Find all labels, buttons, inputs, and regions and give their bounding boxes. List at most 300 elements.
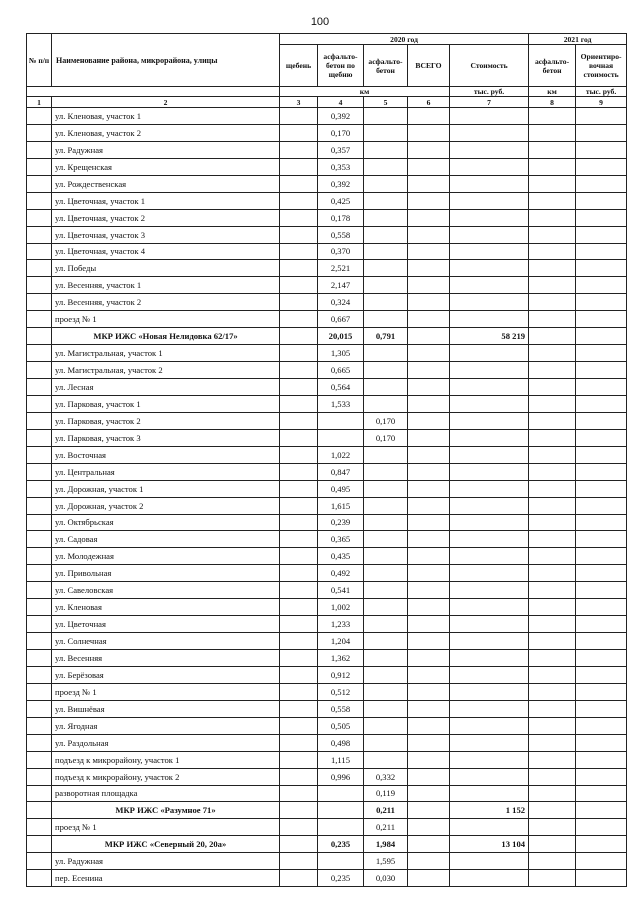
cell-no xyxy=(27,836,52,853)
cell-name: МКР ИЖС «Северный 20, 20а» xyxy=(52,836,280,853)
cell-asph xyxy=(364,633,408,650)
cell-total xyxy=(408,666,450,683)
table-row xyxy=(27,480,627,497)
cell-gravel xyxy=(280,192,318,209)
col-number: 9 xyxy=(576,97,627,108)
cell-est-cost xyxy=(576,379,627,396)
cell-asph-on-gravel: 0,541 xyxy=(318,582,364,599)
cell-total xyxy=(408,531,450,548)
cell-asph xyxy=(364,717,408,734)
table-row xyxy=(27,175,627,192)
col-number: 4 xyxy=(318,97,364,108)
cell-total xyxy=(408,751,450,768)
col-number: 3 xyxy=(280,97,318,108)
cell-cost xyxy=(450,429,529,446)
cell-asph-2021 xyxy=(529,700,576,717)
cell-asph xyxy=(364,616,408,633)
table-row xyxy=(27,192,627,209)
cell-gravel xyxy=(280,175,318,192)
cell-asph-2021 xyxy=(529,599,576,616)
cell-no xyxy=(27,192,52,209)
cell-name: ул. Радужная xyxy=(52,853,280,870)
cell-asph xyxy=(364,565,408,582)
cell-asph-2021 xyxy=(529,633,576,650)
page-number: 100 xyxy=(310,16,330,28)
cell-asph: 1,595 xyxy=(364,853,408,870)
cell-name: подъезд к микрорайону, участок 2 xyxy=(52,768,280,785)
cell-est-cost xyxy=(576,514,627,531)
cell-asph-on-gravel: 0,370 xyxy=(318,243,364,260)
cell-asph-2021 xyxy=(529,531,576,548)
cell-asph xyxy=(364,175,408,192)
cell-asph-2021 xyxy=(529,311,576,328)
cell-asph: 1,984 xyxy=(364,836,408,853)
cell-asph-2021 xyxy=(529,751,576,768)
cell-total xyxy=(408,785,450,802)
cell-total xyxy=(408,345,450,362)
cell-no xyxy=(27,175,52,192)
cell-no xyxy=(27,514,52,531)
table-row xyxy=(27,395,627,412)
cell-gravel xyxy=(280,277,318,294)
cell-asph: 0,170 xyxy=(364,429,408,446)
table-row xyxy=(27,785,627,802)
cell-name: МКР ИЖС «Разумное 71» xyxy=(52,802,280,819)
cell-cost xyxy=(450,819,529,836)
table-row xyxy=(27,379,627,396)
table-row xyxy=(27,836,627,853)
cell-gravel xyxy=(280,633,318,650)
cell-gravel xyxy=(280,260,318,277)
cell-asph xyxy=(364,141,408,158)
cell-est-cost xyxy=(576,480,627,497)
cell-asph: 0,211 xyxy=(364,802,408,819)
cell-asph-2021 xyxy=(529,836,576,853)
cell-est-cost xyxy=(576,683,627,700)
cell-no xyxy=(27,683,52,700)
cell-cost: 13 104 xyxy=(450,836,529,853)
cell-no xyxy=(27,463,52,480)
cell-cost xyxy=(450,565,529,582)
cell-name: ул. Октябрьская xyxy=(52,514,280,531)
cell-asph-on-gravel xyxy=(318,412,364,429)
table-row xyxy=(27,683,627,700)
cell-asph-2021 xyxy=(529,175,576,192)
cell-total xyxy=(408,565,450,582)
table-row xyxy=(27,412,627,429)
cell-total xyxy=(408,683,450,700)
cell-no xyxy=(27,785,52,802)
cell-est-cost xyxy=(576,853,627,870)
roads-table xyxy=(26,33,627,887)
cell-cost xyxy=(450,717,529,734)
cell-est-cost xyxy=(576,599,627,616)
cell-asph-on-gravel: 1,204 xyxy=(318,633,364,650)
cell-no xyxy=(27,345,52,362)
cell-cost xyxy=(450,277,529,294)
cell-asph-2021 xyxy=(529,497,576,514)
cell-gravel xyxy=(280,345,318,362)
cell-asph-2021 xyxy=(529,429,576,446)
cell-asph-on-gravel: 0,558 xyxy=(318,700,364,717)
header-year-2021: 2021 год xyxy=(529,34,627,45)
cell-no xyxy=(27,141,52,158)
cell-total xyxy=(408,633,450,650)
cell-gravel xyxy=(280,853,318,870)
col-number: 1 xyxy=(27,97,52,108)
cell-cost xyxy=(450,650,529,667)
cell-asph-2021 xyxy=(529,260,576,277)
table-row xyxy=(27,802,627,819)
cell-est-cost xyxy=(576,768,627,785)
cell-total xyxy=(408,582,450,599)
cell-no xyxy=(27,362,52,379)
cell-cost xyxy=(450,497,529,514)
table-row xyxy=(27,751,627,768)
cell-total xyxy=(408,395,450,412)
cell-asph-2021 xyxy=(529,294,576,311)
table-row xyxy=(27,141,627,158)
cell-no xyxy=(27,819,52,836)
cell-est-cost xyxy=(576,650,627,667)
cell-cost xyxy=(450,633,529,650)
cell-name: ул. Парковая, участок 3 xyxy=(52,429,280,446)
cell-asph-2021 xyxy=(529,802,576,819)
cell-no xyxy=(27,395,52,412)
cell-total xyxy=(408,141,450,158)
header-gravel: щебень xyxy=(280,45,318,87)
cell-cost xyxy=(450,446,529,463)
cell-no xyxy=(27,243,52,260)
cell-asph-on-gravel: 0,558 xyxy=(318,226,364,243)
table-row xyxy=(27,565,627,582)
cell-est-cost xyxy=(576,446,627,463)
cell-no xyxy=(27,734,52,751)
cell-asph xyxy=(364,209,408,226)
cell-total xyxy=(408,243,450,260)
col-number: 7 xyxy=(450,97,529,108)
cell-asph-2021 xyxy=(529,158,576,175)
cell-no xyxy=(27,751,52,768)
cell-no xyxy=(27,260,52,277)
cell-total xyxy=(408,124,450,141)
cell-name: ул. Берёзовая xyxy=(52,666,280,683)
cell-est-cost xyxy=(576,141,627,158)
cell-no xyxy=(27,497,52,514)
cell-gravel xyxy=(280,768,318,785)
cell-gravel xyxy=(280,666,318,683)
table-row xyxy=(27,717,627,734)
cell-gravel xyxy=(280,294,318,311)
cell-cost xyxy=(450,124,529,141)
cell-name: подъезд к микрорайону, участок 1 xyxy=(52,751,280,768)
table-row xyxy=(27,666,627,683)
cell-asph-2021 xyxy=(529,480,576,497)
cell-total xyxy=(408,226,450,243)
cell-gravel xyxy=(280,514,318,531)
cell-asph: 0,170 xyxy=(364,412,408,429)
cell-asph-2021 xyxy=(529,616,576,633)
cell-no xyxy=(27,429,52,446)
header-name: Наименование района, микрорайона, улицы xyxy=(52,34,280,87)
cell-total xyxy=(408,734,450,751)
cell-asph-2021 xyxy=(529,514,576,531)
cell-no xyxy=(27,412,52,429)
cell-asph-2021 xyxy=(529,379,576,396)
cell-asph xyxy=(364,650,408,667)
cell-asph xyxy=(364,700,408,717)
table-row xyxy=(27,345,627,362)
cell-total xyxy=(408,768,450,785)
cell-asph xyxy=(364,379,408,396)
cell-est-cost xyxy=(576,243,627,260)
cell-gravel xyxy=(280,650,318,667)
cell-asph-2021 xyxy=(529,819,576,836)
cell-cost xyxy=(450,548,529,565)
cell-name: проезд № 1 xyxy=(52,311,280,328)
cell-asph-2021 xyxy=(529,548,576,565)
table-row xyxy=(27,243,627,260)
cell-gravel xyxy=(280,565,318,582)
col-number: 5 xyxy=(364,97,408,108)
cell-gravel xyxy=(280,141,318,158)
cell-name: ул. Рождественская xyxy=(52,175,280,192)
cell-name: ул. Садовая xyxy=(52,531,280,548)
cell-cost xyxy=(450,260,529,277)
cell-no xyxy=(27,700,52,717)
cell-total xyxy=(408,463,450,480)
cell-est-cost xyxy=(576,497,627,514)
cell-name: ул. Весенняя, участок 1 xyxy=(52,277,280,294)
cell-est-cost xyxy=(576,870,627,887)
table-row xyxy=(27,277,627,294)
cell-asph xyxy=(364,192,408,209)
table-row xyxy=(27,463,627,480)
cell-asph-on-gravel: 0,357 xyxy=(318,141,364,158)
cell-asph-on-gravel: 0,392 xyxy=(318,175,364,192)
cell-no xyxy=(27,124,52,141)
cell-name: ул. Цветочная, участок 2 xyxy=(52,209,280,226)
cell-total xyxy=(408,328,450,345)
cell-name: ул. Центральная xyxy=(52,463,280,480)
cell-asph xyxy=(364,226,408,243)
cell-name: проезд № 1 xyxy=(52,683,280,700)
cell-asph xyxy=(364,395,408,412)
cell-asph xyxy=(364,311,408,328)
cell-name: ул. Ягодная xyxy=(52,717,280,734)
cell-no xyxy=(27,853,52,870)
cell-gravel xyxy=(280,311,318,328)
cell-total xyxy=(408,277,450,294)
cell-total xyxy=(408,802,450,819)
cell-asph-on-gravel: 0,512 xyxy=(318,683,364,700)
cell-est-cost xyxy=(576,158,627,175)
cell-gravel xyxy=(280,531,318,548)
cell-cost xyxy=(450,616,529,633)
cell-cost xyxy=(450,311,529,328)
cell-asph-2021 xyxy=(529,209,576,226)
cell-asph-2021 xyxy=(529,277,576,294)
cell-gravel xyxy=(280,158,318,175)
cell-asph-2021 xyxy=(529,565,576,582)
cell-total xyxy=(408,836,450,853)
cell-name: ул. Дорожная, участок 1 xyxy=(52,480,280,497)
cell-gravel xyxy=(280,108,318,125)
cell-name: ул. Вишнёвая xyxy=(52,700,280,717)
cell-cost xyxy=(450,514,529,531)
unit-km-2021: км xyxy=(529,87,576,97)
cell-no xyxy=(27,768,52,785)
cell-asph-on-gravel: 2,521 xyxy=(318,260,364,277)
cell-cost xyxy=(450,700,529,717)
table-row xyxy=(27,650,627,667)
cell-asph-2021 xyxy=(529,683,576,700)
cell-asph-on-gravel: 0,392 xyxy=(318,108,364,125)
table-row xyxy=(27,311,627,328)
cell-cost xyxy=(450,243,529,260)
cell-name: ул. Радужная xyxy=(52,141,280,158)
cell-no xyxy=(27,379,52,396)
cell-asph-on-gravel: 1,022 xyxy=(318,446,364,463)
cell-no xyxy=(27,870,52,887)
cell-name: ул. Магистральная, участок 1 xyxy=(52,345,280,362)
cell-asph-on-gravel: 0,425 xyxy=(318,192,364,209)
cell-cost xyxy=(450,362,529,379)
table-row xyxy=(27,870,627,887)
cell-cost xyxy=(450,683,529,700)
cell-gravel xyxy=(280,819,318,836)
cell-asph-on-gravel: 0,435 xyxy=(318,548,364,565)
cell-cost xyxy=(450,785,529,802)
cell-asph-2021 xyxy=(529,870,576,887)
header-no: № п/п xyxy=(27,34,52,87)
cell-asph-on-gravel: 1,533 xyxy=(318,395,364,412)
cell-gravel xyxy=(280,226,318,243)
cell-cost xyxy=(450,751,529,768)
cell-est-cost xyxy=(576,548,627,565)
cell-asph-on-gravel: 0,178 xyxy=(318,209,364,226)
cell-asph-on-gravel: 0,665 xyxy=(318,362,364,379)
cell-est-cost xyxy=(576,277,627,294)
header-asph-2021: асфальто-бетон xyxy=(529,45,576,87)
cell-asph-on-gravel: 0,365 xyxy=(318,531,364,548)
cell-asph: 0,030 xyxy=(364,870,408,887)
cell-no xyxy=(27,294,52,311)
cell-total xyxy=(408,548,450,565)
cell-cost xyxy=(450,175,529,192)
cell-asph-on-gravel xyxy=(318,785,364,802)
cell-no xyxy=(27,226,52,243)
col-number: 6 xyxy=(408,97,450,108)
table-body xyxy=(27,108,627,887)
header-asph: асфальто-бетон xyxy=(364,45,408,87)
cell-total xyxy=(408,362,450,379)
cell-no xyxy=(27,599,52,616)
cell-asph xyxy=(364,582,408,599)
cell-cost xyxy=(450,192,529,209)
cell-total xyxy=(408,260,450,277)
cell-est-cost xyxy=(576,819,627,836)
cell-est-cost xyxy=(576,616,627,633)
table-row xyxy=(27,819,627,836)
table-row xyxy=(27,768,627,785)
table-row xyxy=(27,853,627,870)
cell-no xyxy=(27,480,52,497)
cell-name: ул. Весенняя, участок 2 xyxy=(52,294,280,311)
cell-est-cost xyxy=(576,531,627,548)
cell-name: ул. Крещенская xyxy=(52,158,280,175)
unit-rub: тыс. руб. xyxy=(450,87,529,97)
cell-asph xyxy=(364,345,408,362)
col-number: 8 xyxy=(529,97,576,108)
cell-est-cost xyxy=(576,836,627,853)
cell-asph xyxy=(364,751,408,768)
cell-total xyxy=(408,480,450,497)
table-row xyxy=(27,124,627,141)
table-row xyxy=(27,294,627,311)
cell-asph-2021 xyxy=(529,328,576,345)
cell-est-cost xyxy=(576,345,627,362)
cell-name: ул. Парковая, участок 2 xyxy=(52,412,280,429)
table-row xyxy=(27,599,627,616)
cell-asph xyxy=(364,277,408,294)
cell-asph-2021 xyxy=(529,362,576,379)
cell-est-cost xyxy=(576,700,627,717)
cell-asph: 0,119 xyxy=(364,785,408,802)
table-row xyxy=(27,616,627,633)
header-units-row xyxy=(27,87,627,97)
cell-gravel xyxy=(280,429,318,446)
cell-est-cost xyxy=(576,124,627,141)
cell-total xyxy=(408,700,450,717)
cell-gravel xyxy=(280,446,318,463)
cell-asph-on-gravel: 0,235 xyxy=(318,836,364,853)
cell-name: ул. Савеловская xyxy=(52,582,280,599)
cell-asph-on-gravel: 0,495 xyxy=(318,480,364,497)
cell-name: проезд № 1 xyxy=(52,819,280,836)
cell-est-cost xyxy=(576,192,627,209)
cell-name: МКР ИЖС «Новая Нелидовка 62/17» xyxy=(52,328,280,345)
cell-asph-on-gravel: 1,233 xyxy=(318,616,364,633)
cell-cost: 1 152 xyxy=(450,802,529,819)
table-row xyxy=(27,700,627,717)
cell-asph-on-gravel: 0,235 xyxy=(318,870,364,887)
cell-asph-on-gravel: 0,353 xyxy=(318,158,364,175)
cell-est-cost xyxy=(576,294,627,311)
cell-est-cost xyxy=(576,395,627,412)
cell-asph: 0,791 xyxy=(364,328,408,345)
cell-no xyxy=(27,616,52,633)
cell-asph xyxy=(364,294,408,311)
cell-cost xyxy=(450,379,529,396)
cell-name: ул. Цветочная xyxy=(52,616,280,633)
cell-no xyxy=(27,717,52,734)
cell-name: ул. Кленовая, участок 2 xyxy=(52,124,280,141)
cell-no xyxy=(27,277,52,294)
cell-cost xyxy=(450,158,529,175)
header-column-numbers xyxy=(27,97,627,108)
cell-total xyxy=(408,412,450,429)
cell-gravel xyxy=(280,463,318,480)
table-row xyxy=(27,328,627,345)
header-asph-on-gravel: асфальто-бетон по щебню xyxy=(318,45,364,87)
cell-asph xyxy=(364,362,408,379)
cell-gravel xyxy=(280,243,318,260)
cell-cost xyxy=(450,345,529,362)
cell-cost xyxy=(450,599,529,616)
table-row xyxy=(27,446,627,463)
cell-gravel xyxy=(280,870,318,887)
